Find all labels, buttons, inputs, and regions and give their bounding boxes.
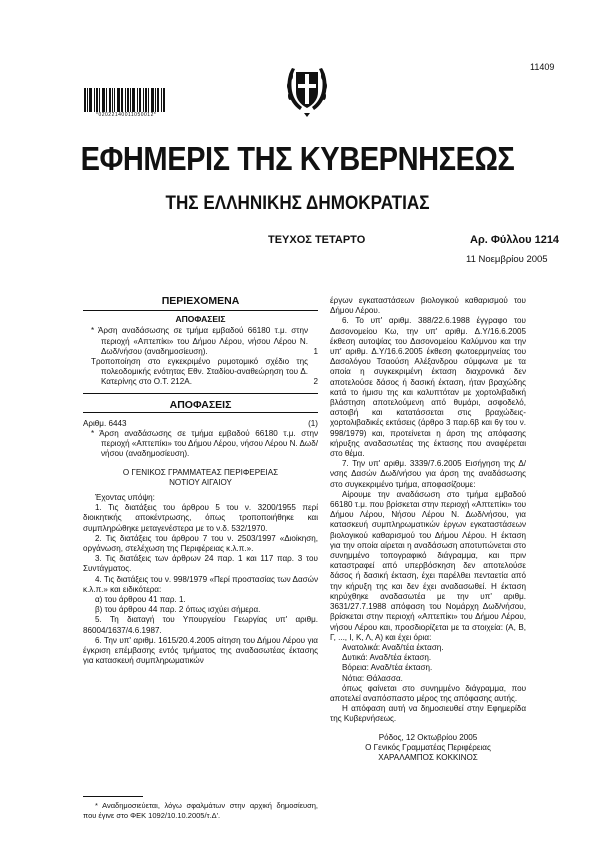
authority-line-1: Ο ΓΕΝΙΚΟΣ ΓΡΑΜΜΑΤΕΑΣ ΠΕΡΙΦΕΡΕΙΑΣ bbox=[122, 467, 279, 477]
place-date: Ρόδος, 12 Οκτωβρίου 2005 bbox=[378, 732, 478, 742]
paragraph: β) του άρθρου 44 παρ. 2 όπως ισχύει σήμερα. bbox=[95, 605, 261, 615]
sheet-value: 1214 bbox=[534, 234, 560, 246]
toc-heading: ΠΕΡΙΕΧΟΜΕΝΑ bbox=[161, 295, 240, 307]
toc-entry[interactable] bbox=[83, 326, 318, 357]
issue-label: ΤΕΥΧΟΣ ΤΕΤΑΡΤΟ bbox=[268, 234, 366, 246]
divider bbox=[83, 412, 318, 413]
sheet-number bbox=[470, 234, 559, 246]
toc-entry-page: 2 bbox=[313, 377, 318, 387]
sheet-label: Αρ. Φύλλου bbox=[470, 234, 532, 246]
signature-block bbox=[330, 733, 526, 764]
gazette-title: ΕΦΗΜΕΡΙΣ ΤΗΣ ΚΥΒΕΡΝΗΣΕΩΣ bbox=[80, 140, 515, 177]
barcode-number: *02022140011050012* bbox=[96, 112, 157, 118]
footnote-text: * Αναδημοσιεύεται, λόγω σφαλμάτων στην αρχική δημοσίευση, που έγινε στο ΦΕΚ 1092/10.10.2005/τ.Δ'. bbox=[83, 801, 318, 820]
toc-entry-text: Τροποποίηση στο εγκεκριμένο ρυμοτομικό σχέδιο της πολεοδομικής ενότητας Εθν. Σταδίου-αναθεώρηση του Δ. Κατερίνης στο Ο.Τ. 212Α. bbox=[91, 357, 308, 387]
left-column bbox=[83, 296, 318, 667]
decision-number: Αριθμ. 6443 bbox=[83, 418, 127, 428]
decision-number-row bbox=[83, 419, 318, 429]
paragraph: 3. Τις διατάξεις των άρθρων 24 παρ. 1 και 117 παρ. 3 του Συντάγματος. bbox=[83, 554, 318, 574]
paragraph: 4. Τις διατάξεις του ν. 998/1979 «Περί προστασίας των Δασών κ.λ.π.» και ειδικότερα: bbox=[83, 574, 318, 594]
signatory-name: ΧΑΡΑΛΑΜΠΟΣ ΚΟΚΚΙΝΟΣ bbox=[378, 752, 478, 762]
coat-of-arms-icon bbox=[282, 60, 332, 120]
paragraph: 1. Τις διατάξεις του άρθρου 5 του ν. 3200/1955 περί διοικητικής αποκέντρωσης, όπως τροποποιήθηκε και συμπληρώθηκε μεταγενέστερα με το ν.δ. 532/1970. bbox=[83, 503, 318, 533]
page-number: 11409 bbox=[530, 62, 555, 72]
toc-entry[interactable] bbox=[83, 357, 318, 388]
decision-summary: * Άρση αναδάσωσης σε τμήμα εμβαδού 66180 τ.μ. στην περιοχή «Απτεπίκι» του Δήμου Λέρου, νήσου Λέρου Ν. Δωδ/νήσου (αναδημοσίευση). bbox=[91, 429, 318, 459]
toc-subheading: ΑΠΟΦΑΣΕΙΣ bbox=[175, 314, 226, 325]
paragraph: έργων εγκαταστάσεων βιολογικού καθαρισμού του Δήμου Λέρου. bbox=[330, 296, 526, 316]
toc-entry-text: * Άρση αναδάσωσης σε τμήμα εμβαδού 66180 τ.μ. στην περιοχή «Απτεπίκι» του Δήμου Λέρου, νήσου Λέρου Ν. Δωδ/νήσου (αναδημοσίευση). bbox=[91, 326, 308, 356]
paragraph: 6. Την υπ' αριθμ. 1615/20.4.2005 αίτηση του Δήμου Λέρου για έγκριση επέμβασης εντός τμήματος της αναδασωτέας έκτασης για κατασκευή συμπληρωματικών bbox=[83, 635, 318, 666]
authority-line-2: ΝΟΤΙΟΥ ΑΙΓΑΙΟΥ bbox=[169, 477, 232, 487]
footnote bbox=[83, 796, 318, 820]
boundary-south: Νότια: Θάλασσα. bbox=[342, 673, 403, 683]
footnote-rule bbox=[83, 796, 143, 797]
paragraph: Αίρουμε την αναδάσωση στο τμήμα εμβαδού 66180 τ.μ. που βρίσκεται στην περιοχή «Απτεπίκι» του Δήμου Λέρου, Νήσου Λέρου Ν. Δωδ/νήσου, για κατασκευή συμπληρωματικών έργων εγκαταστάσεων βιολογικού καθαρισμού του Δήμου Λέρου. Η έκταση για την οποία αίρεται η αναδάσωση αποτυπώνεται στο συνημμένο τοπογραφικό διάγραμμα, και πριν καταστραφεί από υπερβόσκηση δεν αποτελούσε δάσος ή δασική έκταση, έχει παρέλθει πενταετία από την κήρυξη της και δεν έχει αναδασωθεί. Η έκταση κηρύχθηκε αναδασωτέα με την υπ' αριθμ. 3631/27.7.1988 απόφαση του Νομάρχη Δωδ/νήσου, βρίσκεται στην περιοχή «Απτεπίκι» του Δήμου Λέρου, νήσου Λέρου και, προσδιορίζεται με τα στοιχεία: (Α, Β, Γ, ..., Ι, Κ, Λ, Α) και έχει όρια: bbox=[330, 489, 526, 642]
signatory-title: Ο Γενικός Γραμματέας Περιφέρειας bbox=[365, 742, 491, 752]
paragraph: α) του άρθρου 41 παρ. 1. bbox=[95, 595, 186, 605]
right-column bbox=[330, 296, 526, 763]
paragraph: 6. Το υπ' αριθμ. 388/22.6.1988 έγγραφο του Δασονομείου Κω, την υπ' αριθμ. Δ.Υ/16.6.2005 έκθεση αυτοψίας του Δασονομείου Καλύμνου και την υπ' αριθμ. Δ.Υ/16.6.2005 έκθεση φωτοερμηνείας του Δασολόγου Τσαούση Αλέξανδρου σύμφωνα με τα οποία η συγκεκριμένη έκταση διαχρονικά δεν αποτελούσε δάσος ή δασική έκταση, ήταν βραχώδης κατά το ήμισυ της και καλυπτόταν με χορτολιβαδική βλάστηση αποτελούμενη από θυμάρι, ασφοδελό, αστοιβή και κατατάσσεται στις βραχώδεις-χορτολιβαδικές εκτάσεις (άρθρο 3 παρ.6β και 6γ του ν. 998/1979) και, προτείνεται η άρση της απόφασης κήρυξης αναδασωτέας της έκτασης που αναφέρεται στο θέμα. bbox=[330, 316, 526, 459]
boundary-west: Δυτικά: Αναδ/τέα έκταση. bbox=[342, 653, 432, 663]
boundary-north: Βόρεια: Αναδ/τέα έκταση. bbox=[342, 663, 433, 673]
paragraph: 5. Τη διαταγή του Υπουργείου Γεωργίας υπ' αριθμ. 86004/1637/4.6.1987. bbox=[83, 615, 318, 635]
divider bbox=[83, 310, 318, 311]
divider bbox=[83, 393, 318, 394]
issue-date: 11 Νοεμβρίου 2005 bbox=[466, 254, 548, 265]
paragraph: 7. Την υπ' αριθμ. 3339/7.6.2005 Εισήγηση της Δ/νσης Δασών Δωδ/νήσου για άρση της αναδάσωσης στο συγκεκριμένο τμήμα, αποφασίζουμε: bbox=[330, 459, 526, 489]
decisions-heading: ΑΠΟΦΑΣΕΙΣ bbox=[169, 398, 232, 411]
gazette-subtitle: ΤΗΣ ΕΛΛΗΝΙΚΗΣ ΔΗΜΟΚΡΑΤΙΑΣ bbox=[165, 193, 430, 214]
barcode-image bbox=[84, 88, 184, 112]
decision-ref: (1) bbox=[308, 418, 318, 428]
paragraph: Η απόφαση αυτή να δημοσιευθεί στην Εφημερίδα της Κυβερνήσεως. bbox=[330, 704, 526, 724]
toc-entry-page: 1 bbox=[313, 346, 318, 356]
paragraph: όπως φαίνεται στο συνημμένο διάγραμμα, που αποτελεί αναπόσπαστο μέρος της απόφασης αυτής. bbox=[330, 683, 526, 703]
boundary-east: Ανατολικά: Αναδ/τέα έκταση. bbox=[342, 642, 444, 652]
paragraph: 2. Τις διατάξεις του άρθρου 7 του ν. 2503/1997 «Διοίκηση, οργάνωση, στελέχωση της Περιφέρειας κ.λ.π.». bbox=[83, 533, 318, 554]
considering-label: Έχοντας υπόψη: bbox=[95, 493, 155, 503]
